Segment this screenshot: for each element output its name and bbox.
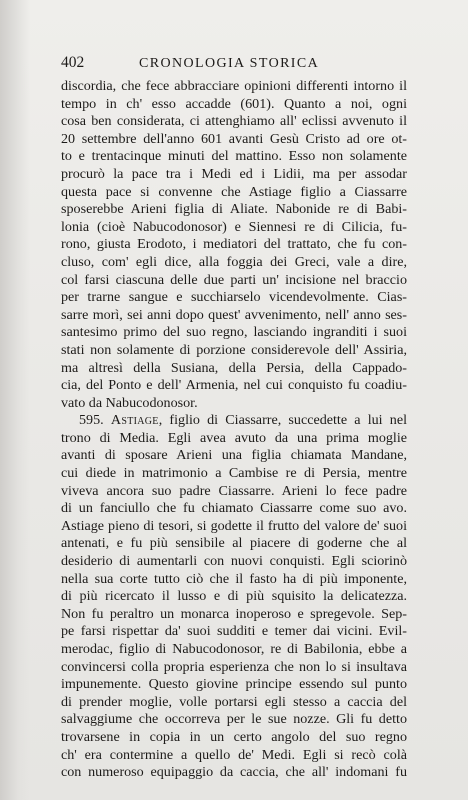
text-line: santesimo primo del suo regno, lasciando ingranditi i suoi <box>61 324 407 341</box>
text-line: ch' era contermine a quello de' Medi. Egli si recò colà <box>61 746 407 763</box>
text-line: cia, del Ponto e dell' Armenia, nel cui conquisto fu coadiu- <box>61 377 407 394</box>
text-line: desiderio di aumentarli con nuovi conquisti. Egli sciorinò <box>61 553 407 570</box>
body-text <box>61 78 407 782</box>
text-line: Astiage pieno di tesori, si godette il frutto del valore de' suoi <box>61 517 407 534</box>
text-line: lonia (cioè Nabucodonosor) e Siennesi re di Cilicia, fu- <box>61 218 407 235</box>
text-line: pe farsi rispettar da' suoi sudditi e temer dai vicini. Evil- <box>61 623 407 640</box>
text-line: procurò la pace tra i Medi ed i Lidii, ma per assodar <box>61 165 407 182</box>
text-line: viveva ancora suo padre Ciassarre. Arieni lo fece padre <box>61 482 407 499</box>
text-line: con numeroso equipaggio da caccia, che all' indomani fu <box>61 764 407 781</box>
text-line: per trarne sangue e succhiarselo vicendevolmente. Cias- <box>61 289 407 306</box>
text-line: merodac, figlio di Nabucodonosor, re di Babilonia, ebbe a <box>61 641 407 657</box>
text-line: rono, giusta Erodoto, i mediatori del trattato, che fu con- <box>61 236 407 253</box>
page-header <box>61 54 404 76</box>
text-line: di più ricercato il lusso e di più squisito la delicatezza. <box>61 588 407 605</box>
text-line: 20 settembre dell'anno 601 avanti Gesù Cristo ad ore ot- <box>61 130 407 147</box>
page-gutter-shadow <box>0 0 30 800</box>
text-line: nella sua corte tutto ciò che il fasto ha di più imponente, <box>61 570 407 587</box>
entry-number: 595. <box>79 412 104 429</box>
text-line: tempo in ch' esso accadde (601). Quanto a noi, ogni <box>61 95 407 112</box>
text-line: sarre morì, sei anni dopo quest' avvenimento, nell' anno ses- <box>61 306 407 323</box>
text-line: Non fu peraltro un monarca inoperoso e spregevole. Sep- <box>61 605 407 622</box>
text-line: sposerebbe Arieni figlia di Aliate. Nabonide re di Babi- <box>61 201 407 218</box>
text-line: vato da Nabucodonosor. <box>61 394 198 411</box>
text-line: impunemente. Questo giovine principe essendo sul punto <box>61 676 407 693</box>
text-line: trono di Media. Egli avea avuto da una prima moglie <box>61 429 407 446</box>
entry-heading-line <box>61 412 407 430</box>
text-line: cui diede in matrimonio a Cambise re di Persia, mentre <box>61 465 407 482</box>
text-line: ma altresì della Susiana, della Persia, della Cappado- <box>61 359 407 376</box>
text-line: avanti di sposare Arieni una figlia chiamata Mandane, <box>61 447 407 464</box>
text-line: convincersi colla propria esperienza che non lo si insultava <box>61 658 407 675</box>
entry-first-line: , figlio di Ciassarre, succedette a lui nel <box>158 412 407 429</box>
text-line: cosa ben considerata, ci attenghiamo all' eclissi avvenuto il <box>61 113 407 130</box>
text-line: trovarsene in copia in un certo angolo del suo regno <box>61 728 407 745</box>
text-line: cluso, com' egli dice, alla foggia dei Greci, vale a dire, <box>61 253 407 270</box>
running-title: CRONOLOGIA STORICA <box>139 56 320 71</box>
text-line: col farsi ciascuna delle due parti un' incisione nel braccio <box>61 271 407 288</box>
page-number: 402 <box>61 54 85 71</box>
text-line: discordia, che fece abbracciare opinioni differenti intorno il <box>61 78 407 94</box>
text-line: antenati, e fu più sensibile al piacere di goderne che al <box>61 535 407 552</box>
text-line: di prender moglie, volle portarsi egli stesso a caccia del <box>61 693 407 710</box>
text-line: questa pace si convenne che Astiage figlio a Ciassarre <box>61 183 407 200</box>
entry-name: Astiage <box>110 412 159 429</box>
text-line: salvaggiume che occorreva per le sue nozze. Gli fu detto <box>61 711 407 728</box>
text-line: di un fanciullo che fu chiamato Ciassarre come suo avo. <box>61 500 407 517</box>
text-line: stati non solamente di porzione considerevole dell' Assiria, <box>61 341 407 358</box>
text-line: to e trentacinque minuti del mattino. Esso non solamente <box>61 148 407 165</box>
